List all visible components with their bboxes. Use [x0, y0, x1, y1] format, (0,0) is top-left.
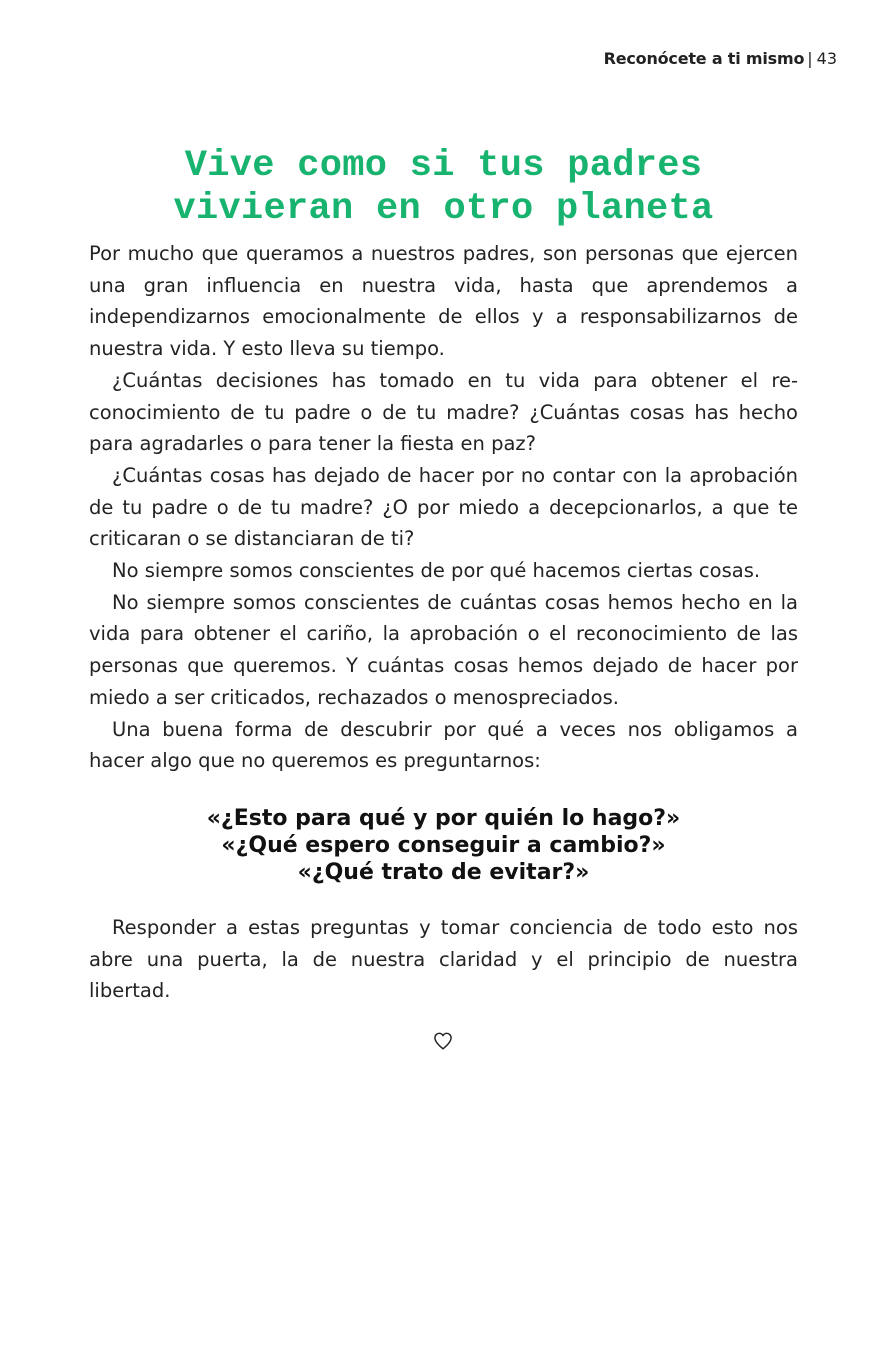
page-number: 43	[816, 49, 837, 68]
closing-paragraph: Responder a estas preguntas y tomar conciencia de todo esto nos abre una puerta, la de nuestra claridad y el principio de nuestra libertad.	[89, 915, 798, 1003]
paragraph: Por mucho que queramos a nuestros padres, son personas que ejercen una gran influencia en nuestra vida, hasta que aprendemos a independizarnos emocionalmente de ellos y a responsabilizarnos de nuestra vida. Y esto lleva su tiempo.	[89, 242, 798, 361]
paragraph: ¿Cuántas decisiones has tomado en tu vida para obtener el reconocimiento de tu padre o de tu madre? ¿Cuántas cosas has hecho para agradarles o para tener la fiesta en paz?	[89, 368, 798, 456]
running-header	[604, 48, 837, 70]
highlighted-questions	[89, 805, 798, 886]
question-line: «¿Esto para qué y por quién lo hago?»	[206, 805, 681, 831]
paragraph: Una buena forma de descubrir por qué a veces nos obligamos a hacer algo que no queremos es preguntarnos:	[89, 717, 798, 773]
running-header-separator: |	[807, 49, 813, 68]
paragraph: No siempre somos conscientes de por qué hacemos ciertas cosas.	[112, 559, 761, 583]
chapter-title: Vive como si tus padres vivieran en otro planeta	[173, 145, 714, 230]
body-text	[89, 238, 798, 1007]
question-line: «¿Qué espero conseguir a cambio?»	[221, 832, 666, 858]
paragraph: ¿Cuántas cosas has dejado de hacer por no contar con la aprobación de tu padre o de tu madre? ¿O por miedo a decepcionarlos, a que te criticaran o se distanciaran de ti?	[89, 463, 798, 551]
running-header-section-title: Reconócete a ti mismo	[603, 49, 805, 68]
heart-icon	[432, 1030, 454, 1052]
question-line: «¿Qué trato de evitar?»	[297, 859, 590, 885]
paragraph: No siempre somos conscientes de cuántas cosas hemos hecho en la vida para obtener el cariño, la aprobación o el reconocimiento de las personas que queremos. Y cuántas cosas hemos dejado de hacer por miedo a ser criticados, rechazados o menospreciados.	[89, 590, 798, 709]
